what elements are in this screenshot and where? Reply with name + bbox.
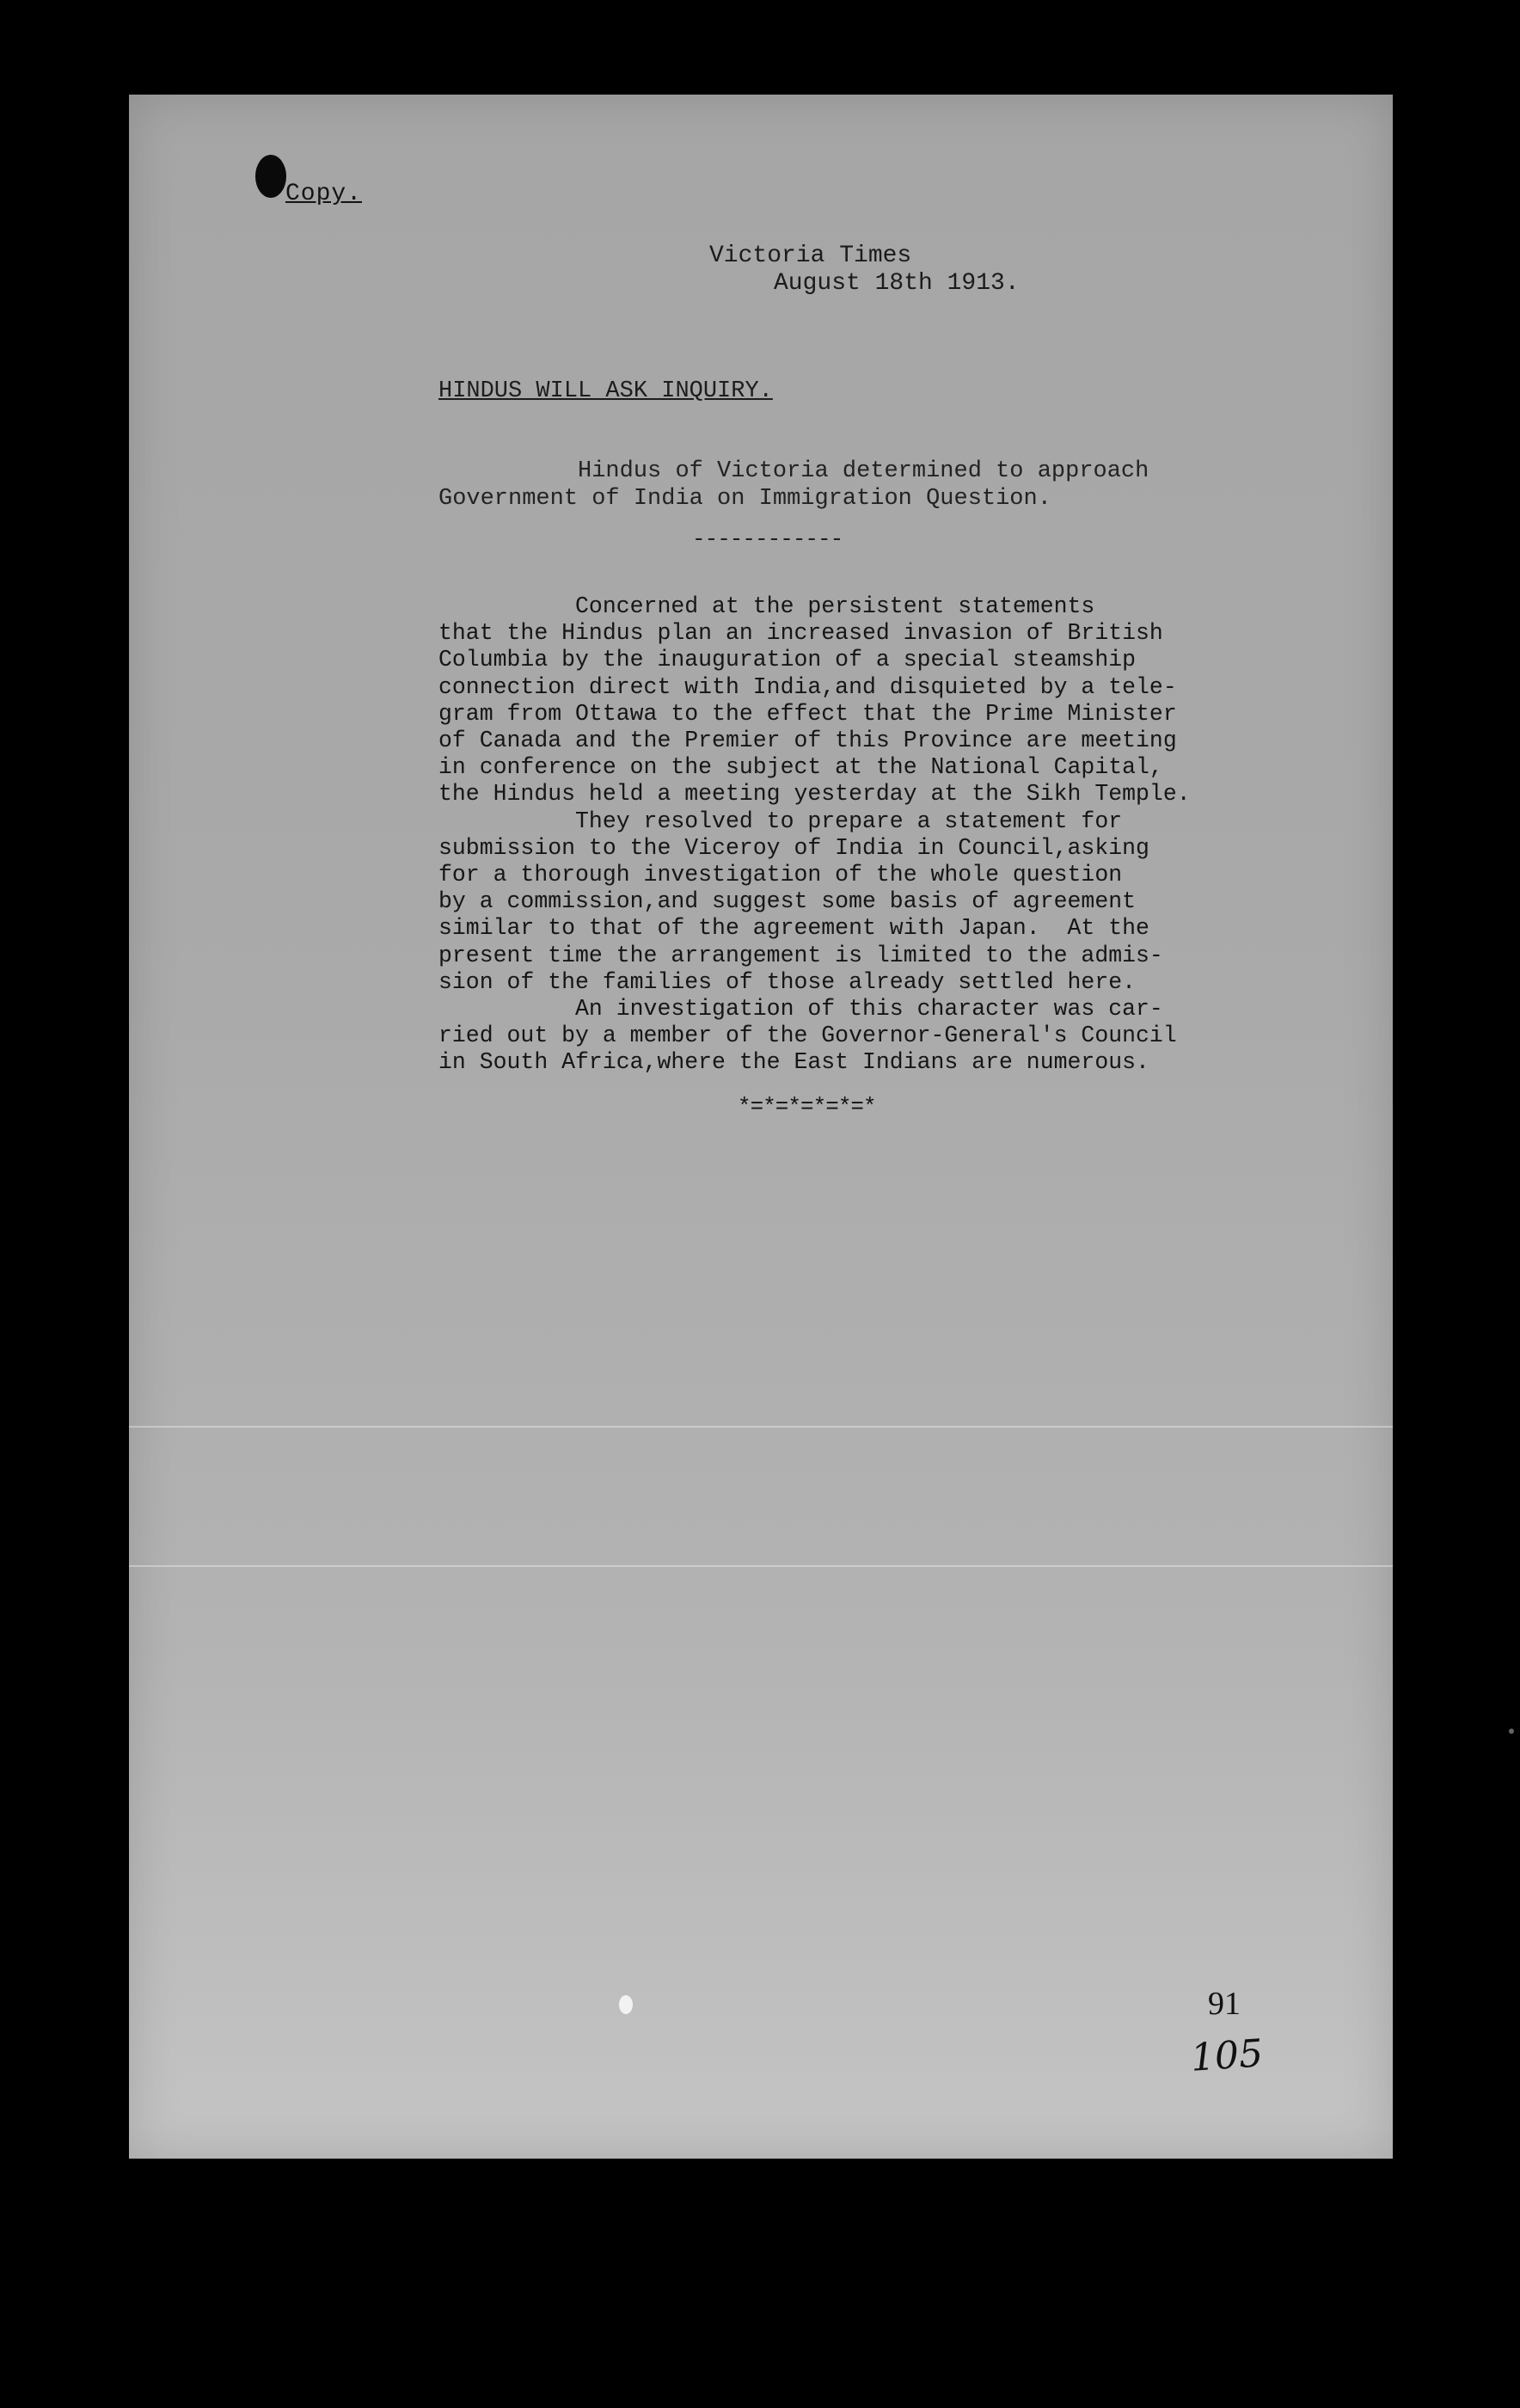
paper-speck (619, 1995, 633, 2014)
punch-hole (255, 155, 286, 198)
headline: HINDUS WILL ASK INQUIRY. (438, 378, 773, 404)
subheading: Hindus of Victoria determined to approach Government of India on Immigration Question. (438, 458, 1149, 512)
article-body: Concerned at the persistent statements that the Hindus plan an increased invasion of British Columbia by the inauguration of a special steamship connection direct with India,and disquieted by a tele- gram from Ottawa to the effect that the Prime Minister of Canada and the Premier of this Province are meeting in conference on the subject at the National Capital, the Hindus held a meeting yesterday at the Sikh Temple. They resolved to prepare a statement for submission to the Viceroy of India in Council,asking for a thorough investigation of the whole question by a commission,and suggest some basis of agreement similar to that of the agreement with Japan. At the present time the arrangement is limited to the admis- sion of the families of those already settled here. An investigation of this character was car- ried out by a member of the Governor-General's Council in South Africa,where the East Indians are numerous. (438, 593, 1191, 1076)
fold-line (129, 1426, 1393, 1428)
paper-speck (1509, 1729, 1514, 1734)
page-number: 91 (1208, 1986, 1241, 2022)
handwritten-number: 105 (1189, 2031, 1265, 2080)
subheading-rule: ------------ (692, 526, 843, 552)
newspaper-name: Victoria Times (709, 243, 912, 269)
publication-date: August 18th 1913. (774, 270, 1020, 297)
copy-label: Copy. (285, 181, 363, 207)
end-mark: *=*=*=*=*=* (738, 1094, 876, 1120)
fold-line (129, 1565, 1393, 1567)
document-page (129, 95, 1393, 2159)
